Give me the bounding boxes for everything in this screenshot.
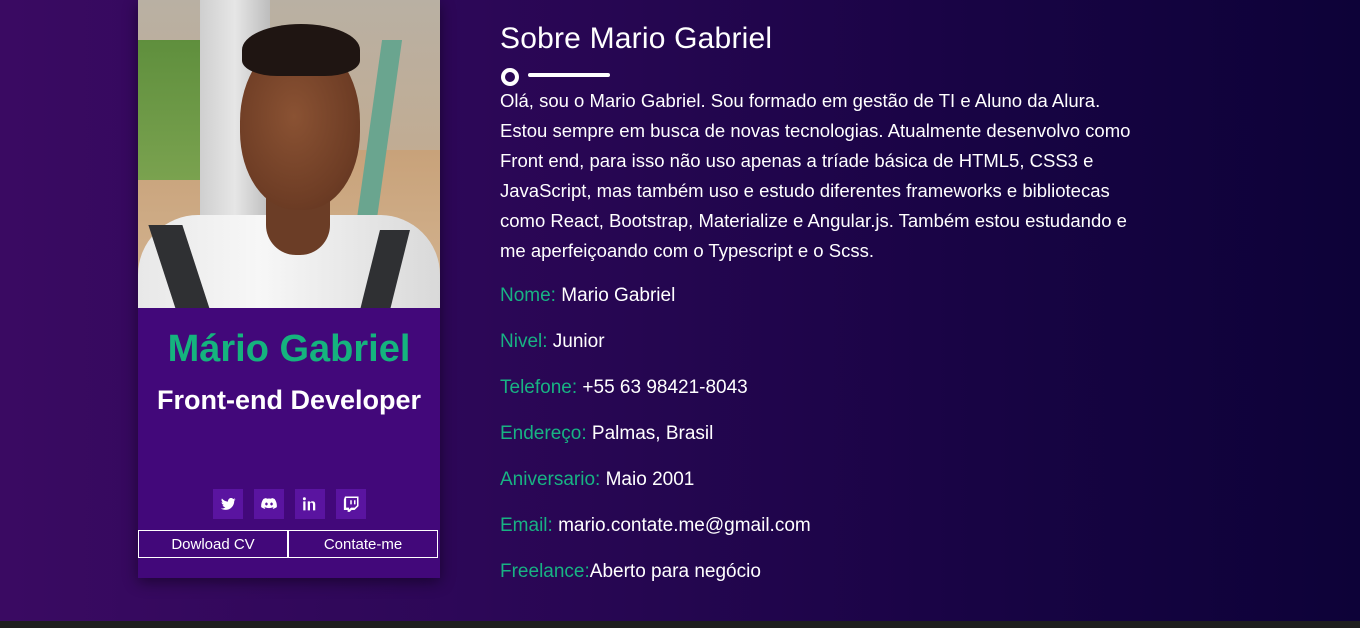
- info-row-endereco: [500, 422, 1150, 468]
- info-label: Aniversario:: [500, 469, 601, 490]
- info-value: Maio 2001: [600, 469, 695, 490]
- info-row-freelance: [500, 560, 1150, 606]
- info-row-nivel: [500, 330, 1150, 376]
- twitch-link[interactable]: [336, 489, 366, 519]
- info-row-nome: [500, 284, 1150, 330]
- info-value: Mario Gabriel: [555, 285, 676, 306]
- divider-line: [528, 73, 610, 77]
- twitter-icon: [219, 495, 237, 513]
- info-row-aniversario: [500, 468, 1150, 514]
- about-title: Sobre Mario Gabriel: [500, 22, 773, 55]
- linkedin-icon: [301, 495, 319, 513]
- discord-link[interactable]: [254, 489, 284, 519]
- divider-dot-icon: [501, 68, 519, 86]
- profile-card: [138, 0, 440, 578]
- title-divider: [500, 64, 1150, 86]
- download-cv-button[interactable]: Dowload CV: [138, 530, 288, 558]
- profile-photo: [138, 0, 440, 308]
- info-value: Palmas, Brasil: [586, 423, 714, 444]
- discord-icon: [260, 495, 278, 513]
- info-value: +55 63 98421-8043: [577, 377, 748, 398]
- info-row-telefone: [500, 376, 1150, 422]
- info-value: Aberto para negócio: [589, 561, 761, 582]
- info-label: Nivel:: [500, 331, 548, 352]
- contact-button[interactable]: Contate-me: [288, 530, 438, 558]
- taskbar-edge: [0, 621, 1360, 628]
- info-label: Email:: [500, 515, 553, 536]
- about-bio: Olá, sou o Mario Gabriel. Sou formado em gestão de TI e Aluno da Alura. Estou sempre em busca de novas tecnologias. Atualmente desenvolvo como Front end, para isso não uso apenas a tríade básica de HTML5, CSS3 e JavaScript, mas também uso e estudo diferentes frameworks e bibliotecas como React, Bootstrap, Materialize e Angular.js. Também estou estudando e me aperfeiçoando com o Typescript e o Scss.: [500, 90, 1131, 261]
- profile-name: Mário Gabriel: [167, 328, 411, 370]
- twitter-link[interactable]: [213, 489, 243, 519]
- info-label: Freelance:: [500, 561, 590, 582]
- info-label: Nome:: [500, 285, 556, 306]
- social-links: [138, 489, 440, 519]
- info-row-email: [500, 514, 1150, 560]
- linkedin-link[interactable]: [295, 489, 325, 519]
- card-actions: [138, 530, 438, 558]
- info-value: Junior: [547, 331, 605, 352]
- about-section: [500, 22, 1150, 606]
- info-list: [500, 284, 1150, 606]
- info-label: Endereço:: [500, 423, 587, 444]
- profile-role: Front-end Developer: [156, 385, 422, 415]
- twitch-icon: [342, 495, 360, 513]
- info-value: mario.contate.me@gmail.com: [552, 515, 811, 536]
- info-label: Telefone:: [500, 377, 578, 398]
